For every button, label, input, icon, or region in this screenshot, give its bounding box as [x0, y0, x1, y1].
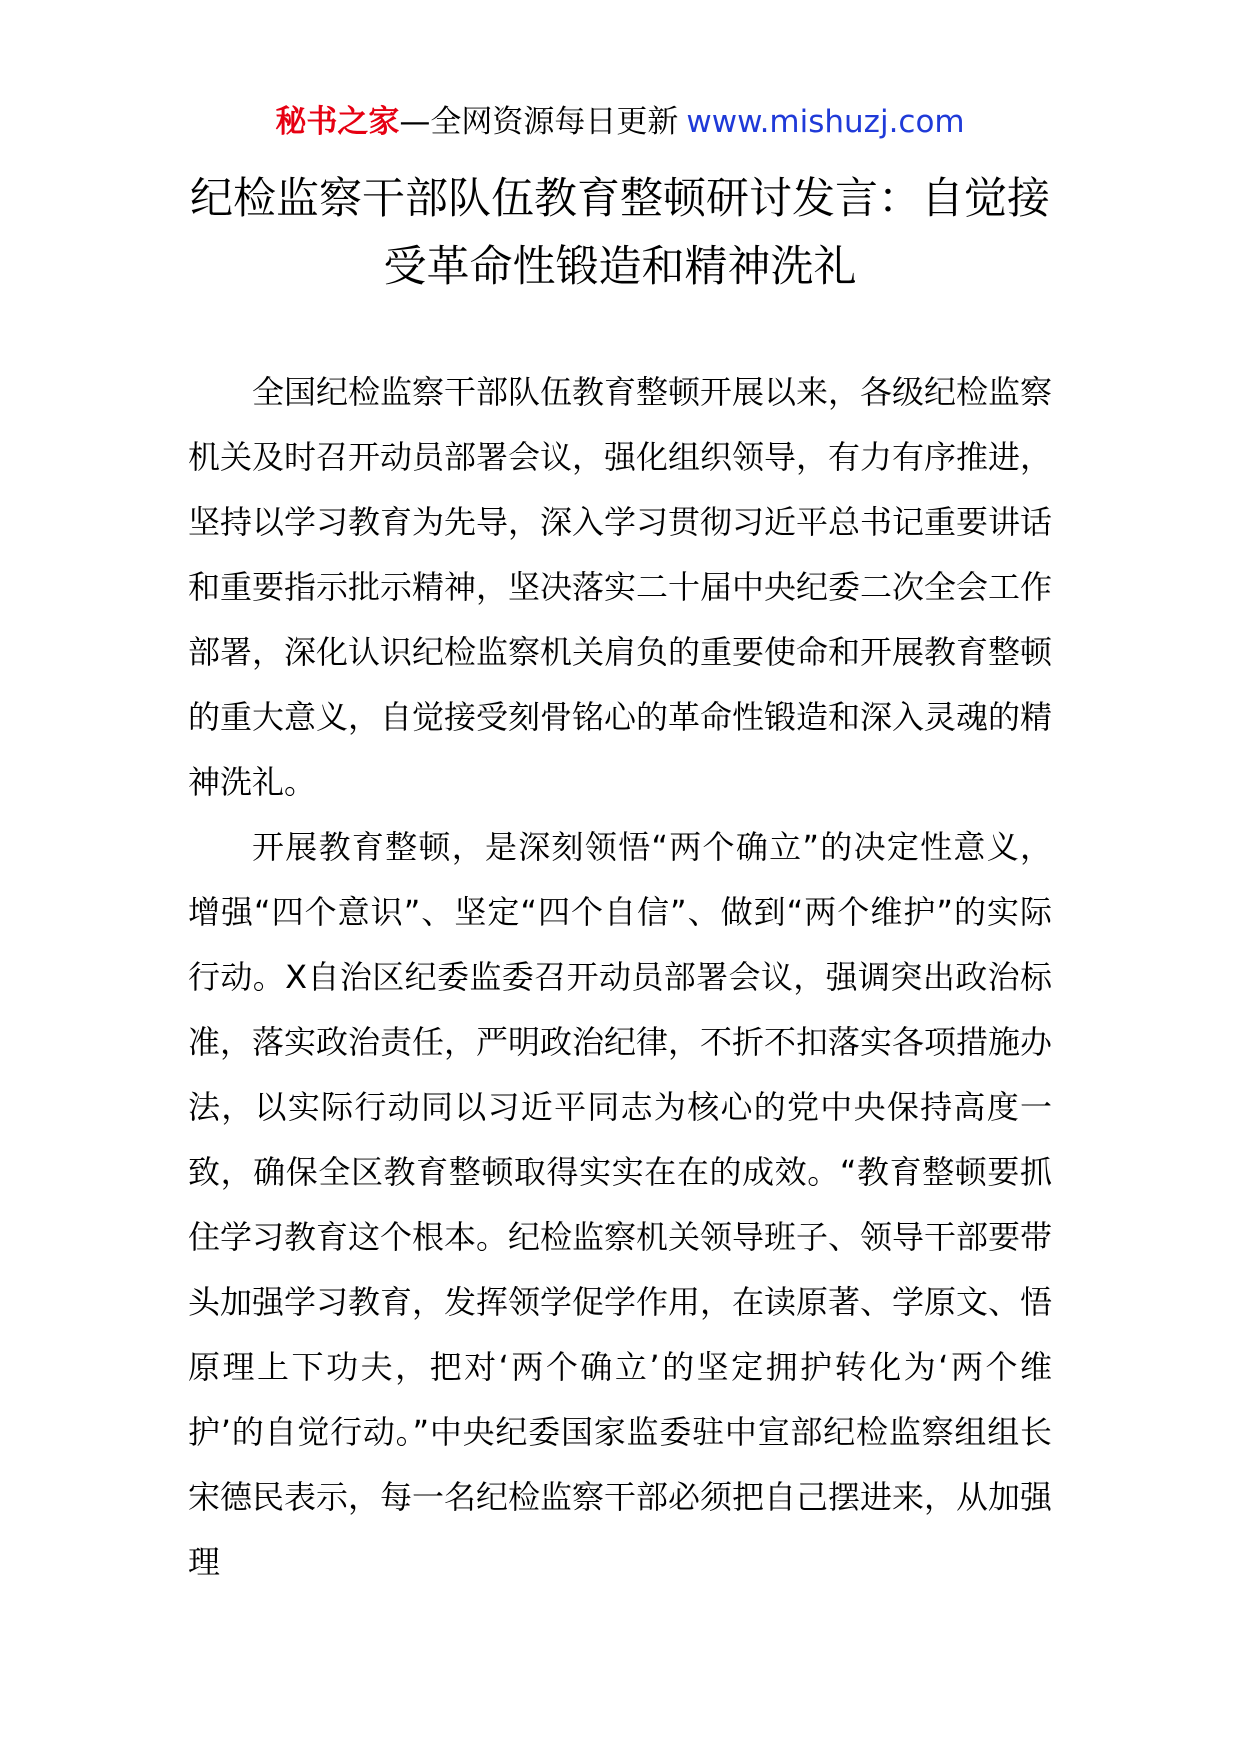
document-title: 纪检监察干部队伍教育整顿研讨发言：自觉接受革命性锻造和精神洗礼 — [190, 174, 1050, 292]
site-url-link[interactable]: www.mishuzj.com — [686, 104, 965, 140]
site-brand: 秘书之家 — [275, 104, 400, 140]
body-paragraph: 开展教育整顿，是深刻领悟“两个确立”的决定性意义，增强“四个意识”、坚定“四个自信”、做到“两个维护”的实际行动。X自治区纪委监委召开动员部署会议，强调突出政治标准，落实政治责任，严明政治纪律，不折不扣落实各项措施办法，以实际行动同以习近平同志为核心的党中央保持高度一致，确保全区教育整顿取得实实在在的成效。“教育整顿要抓住学习教育这个根本。纪检监察机关领导班子、领导干部要带头加强学习教育，发挥领学促学作用，在读原著、学原文、悟原理上下功夫，把对‘两个确立’的坚定拥护转化为‘两个维护’的自觉行动。”中央纪委国家监委驻中宣部纪检监察组组长宋德民表示，每一名纪检监察干部必须把自己摆进来，从加强理 — [188, 828, 1053, 1581]
body-paragraph: 全国纪检监察干部队伍教育整顿开展以来，各级纪检监察机关及时召开动员部署会议，强化组织领导，有力有序推进，坚持以学习教育为先导，深入学习贯彻习近平总书记重要讲话和重要指示批示精神，坚决落实二十届中央纪委二次全会工作部署，深化认识纪检监察机关肩负的重要使命和开展教育整顿的重大意义，自觉接受刻骨铭心的革命性锻造和深入灵魂的精神洗礼。 — [188, 373, 1053, 801]
site-header — [0, 100, 1240, 144]
site-tagline: —全网资源每日更新 — [399, 104, 679, 140]
document-body — [188, 360, 1052, 1595]
